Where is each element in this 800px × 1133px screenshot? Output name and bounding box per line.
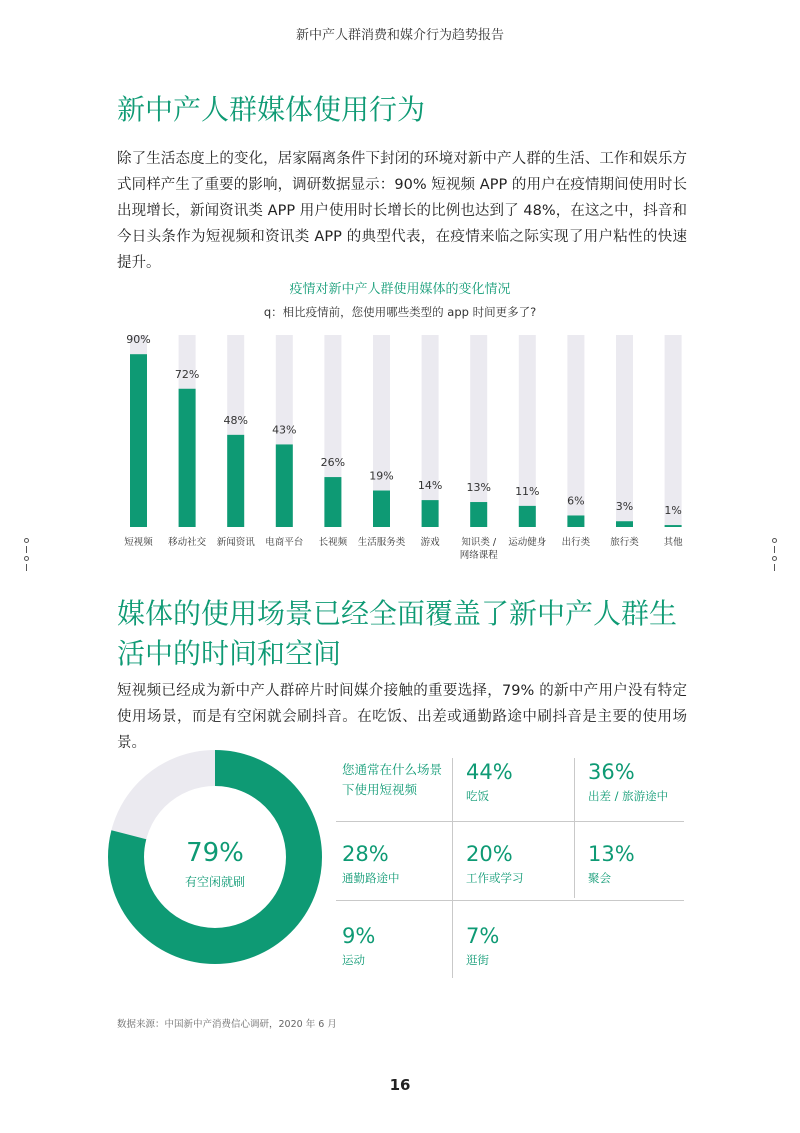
category-label: 网络课程 (459, 550, 498, 561)
scenario-label: 通勤路途中 (342, 871, 400, 885)
intro-paragraph: 除了生活态度上的变化，居家隔离条件下封闭的环境对新中产人群的生活、工作和娱乐方式同样产生了重要的影响，调研数据显示：90% 短视频 APP 的用户在疫情期间使用时长出现增长，新闻资讯类 APP 用户使用时长增长的比例也达到了 48%，在这之中，抖音和今日头条作为短视频和资讯类 APP 的典型代表，在疫情来临之际实现了用户粘性的快速提升。 (117, 151, 687, 271)
chart-question: q：相比疫情前，您使用哪些类型的 app 时间更多了? (263, 305, 537, 319)
scenario-item (588, 760, 668, 804)
bar (422, 500, 439, 527)
category-label: 游戏 (420, 537, 440, 548)
scenario-pct: 13% (588, 842, 635, 866)
scenario-grid (336, 758, 684, 978)
bar-value-label: 1% (664, 504, 682, 518)
scenario-pct: 7% (466, 924, 500, 948)
bar-value-label: 19% (369, 469, 394, 483)
bar-value-label: 11% (515, 484, 540, 498)
donut-value: 79% (186, 838, 244, 868)
report-header-title: 新中产人群消费和媒介行为趋势报告 (295, 28, 504, 43)
scenario-label: 工作或学习 (466, 871, 524, 885)
bar (470, 502, 487, 527)
page-side-marker-left (18, 535, 34, 595)
section-title-media-behavior: 新中产人群媒体使用行为 (117, 93, 426, 126)
scenario-item (342, 924, 375, 968)
app-usage-bar-chart (0, 320, 800, 570)
section-title-scenarios: 媒体的使用场景已经全面覆盖了新中产人群生活中的时间和空间 (117, 597, 678, 670)
category-label: 其他 (663, 537, 683, 548)
bar-value-label: 90% (126, 333, 151, 347)
bar-track (470, 335, 487, 527)
scenario-pct: 44% (466, 760, 513, 784)
bar-value-label: 6% (567, 494, 585, 508)
category-label: 移动社交 (168, 537, 207, 548)
category-label: 电商平台 (265, 537, 304, 548)
page-side-marker-right (766, 535, 782, 595)
bar (616, 521, 633, 527)
bar (227, 435, 244, 527)
category-label: 知识类 / (461, 537, 497, 548)
bar (519, 506, 536, 527)
bar-value-label: 48% (223, 413, 248, 427)
bar-value-label: 3% (615, 500, 634, 514)
bar-track (616, 335, 633, 527)
bar (276, 444, 293, 527)
scenario-item (466, 760, 513, 804)
bar-value-label: 43% (272, 423, 297, 437)
scenario-pct: 28% (342, 842, 389, 866)
scenario-label: 运动 (342, 953, 365, 967)
scenario-pct: 36% (588, 760, 635, 784)
bar (130, 354, 147, 527)
bar (179, 389, 196, 527)
scenario-pct: 20% (466, 842, 513, 866)
scenario-label: 吃饭 (466, 789, 489, 803)
category-label: 旅行类 (610, 537, 639, 548)
bar-value-label: 14% (417, 479, 443, 493)
scenario-paragraph: 短视频已经成为新中产人群碎片时间媒介接触的重要选择，79% 的新中产用户没有特定使用场景，而是有空闲就会刷抖音。在吃饭、出差或通勤路途中刷抖音是主要的使用场景。 (117, 683, 687, 751)
bar (373, 491, 390, 527)
scenario-label: 聚会 (588, 871, 611, 885)
scenario-pct: 9% (342, 924, 376, 948)
scenario-item (466, 924, 499, 968)
scenario-item (466, 842, 524, 886)
category-label: 运动健身 (508, 537, 547, 548)
category-label: 生活服务类 (357, 537, 406, 548)
bar-value-label: 13% (466, 481, 491, 495)
bar-track (519, 335, 536, 527)
chart-title: 疫情对新中产人群使用媒体的变化情况 (289, 282, 511, 297)
category-label: 短视频 (124, 537, 153, 548)
bar (324, 477, 341, 527)
bar-track (422, 335, 439, 527)
bar (665, 525, 682, 527)
data-source-note: 数据来源：中国新中产消费信心调研，2020 年 6 月 (117, 1019, 337, 1030)
category-label: 出行类 (561, 537, 591, 548)
page-number: 16 (389, 1076, 411, 1094)
scenario-item (342, 842, 400, 886)
category-label: 长视频 (318, 537, 348, 548)
scenario-question: 您通常在什么场景下使用短视频 (342, 762, 443, 797)
scenario-label: 出差 / 旅游途中 (588, 789, 669, 803)
bar (567, 515, 584, 527)
scenario-label: 逛街 (466, 953, 489, 967)
bar-value-label: 26% (320, 456, 346, 470)
bar-track (665, 335, 682, 527)
bar-value-label: 72% (174, 367, 200, 381)
scenario-item (588, 842, 635, 886)
donut-label: 有空闲就刷 (184, 875, 245, 889)
category-label: 新闻资讯 (216, 537, 255, 548)
